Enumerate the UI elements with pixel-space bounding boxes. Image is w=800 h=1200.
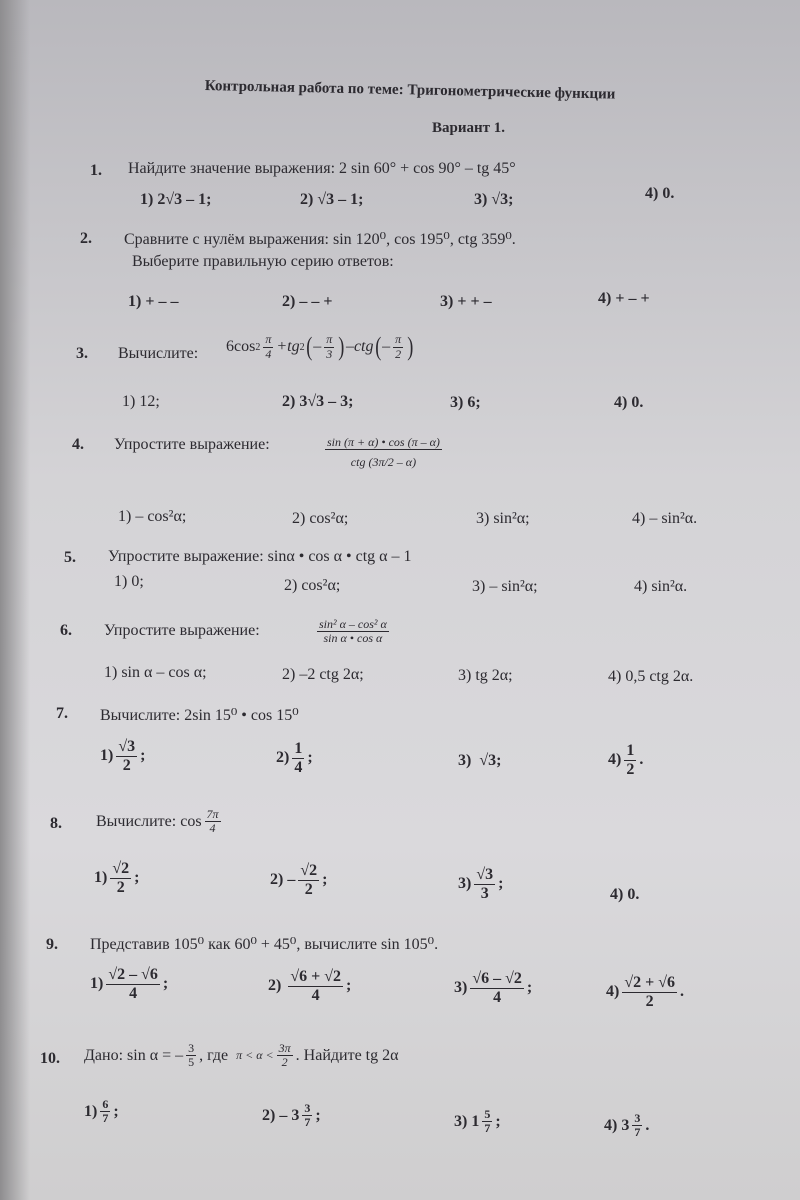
task-prompt: Упростите выражение: <box>104 622 260 639</box>
variant-heading: Вариант 1. <box>432 120 506 136</box>
task-number: 6. <box>60 622 72 639</box>
answer-option: 2) –2 ctg 2α; <box>282 666 364 683</box>
answer-option: 4) 0. <box>610 886 640 903</box>
fraction-denominator: sin α • cos α <box>323 631 383 646</box>
answer-option: 3) sin²α; <box>476 510 530 527</box>
answer-option: 1) $\frac{6}{7}$ ; <box>84 1097 119 1126</box>
answer-option: 2) cos²α; <box>292 510 349 527</box>
task-prompt-line2: Выберите правильную серию ответов: <box>132 253 394 270</box>
answer-option: 1) 0; <box>114 573 144 590</box>
answer-option: 1) 12; <box>122 393 160 410</box>
answer-option: 3) √3; <box>474 191 514 208</box>
answer-option: 1) sin α – cos α; <box>104 664 207 681</box>
task-number: 5. <box>64 549 76 566</box>
answer-option: 4) + – + <box>598 290 650 307</box>
page-shadow <box>0 0 30 1200</box>
task-prompt: Представив 105⁰ как 60⁰ + 45⁰, вычислите sin 105⁰. <box>90 936 439 953</box>
answer-option: 1) + – – <box>128 293 179 310</box>
task-number: 4. <box>72 436 84 453</box>
task-number: 2. <box>80 230 92 247</box>
answer-option: 3) 1 $\frac{5}{7}$ ; <box>454 1107 501 1136</box>
task-prompt: Упростите выражение: <box>114 436 270 453</box>
answer-option: 3) 6; <box>450 394 481 411</box>
answer-option: 1) $\frac{√3}{2}$ ; <box>100 738 146 774</box>
answer-option: 2) √3 – 1; <box>300 191 364 208</box>
answer-option: 4) 3 $\frac{3}{7}$ . <box>604 1111 650 1140</box>
task-prompt: Вычислите: <box>118 345 199 362</box>
task-number: 1. <box>90 162 102 179</box>
task-prompt: Упростите выражение: sinα • cos α • ctg α – 1 <box>108 548 412 565</box>
answer-option: 4) 0. <box>614 394 644 411</box>
page-title: Контрольная работа по теме: Тригонометрические функции <box>204 78 616 103</box>
answer-option: 2) 3√3 – 3; <box>282 393 354 410</box>
answer-option: 3) tg 2α; <box>458 667 513 684</box>
task-prompt: Найдите значение выражения: 2 sin 60° + cos 90° – tg 45° <box>128 160 516 177</box>
answer-option: 4) 0,5 ctg 2α. <box>608 668 694 685</box>
answer-option: 3) – sin²α; <box>472 578 538 595</box>
task-prompt: Вычислите: cos $\frac{7\pi}{4}$ <box>96 807 219 836</box>
answer-option: 3) $\frac{√3}{3}$ ; <box>458 866 504 902</box>
answer-option: 2) – – + <box>282 293 333 310</box>
answer-option: 1) $\frac{√2}{2}$ ; <box>94 860 140 896</box>
fraction-numerator: sin² α – cos² α <box>319 617 387 631</box>
answer-option: 4) $\frac{√2 + √6}{2}$ . <box>606 974 685 1010</box>
task-number: 7. <box>56 705 68 722</box>
expression-fraction <box>314 618 392 645</box>
task-number: 10. <box>40 1050 60 1067</box>
answer-option: 4) – sin²α. <box>632 510 698 527</box>
answer-option: 2) – $\frac{√2}{2}$ ; <box>270 862 328 898</box>
answer-option: 4) 0. <box>645 185 675 202</box>
answer-option: 4) sin²α. <box>634 578 688 595</box>
answer-option: 3) + + – <box>440 293 492 310</box>
answer-option: 2) $\frac{√6 + √2}{4}$ ; <box>268 968 352 1004</box>
fraction-denominator: ctg (3π/2 – α) <box>350 455 417 470</box>
answer-option: 1) – cos²α; <box>118 508 187 525</box>
answer-option: 2) cos²α; <box>284 577 341 594</box>
answer-option: 1) 2√3 – 1; <box>140 191 212 208</box>
task-number: 9. <box>46 936 58 953</box>
answer-option: 3) √3; <box>458 752 502 769</box>
answer-option: 1) $\frac{√2 - √6}{4}$ ; <box>90 966 169 1002</box>
task-prompt: Вычислите: 2sin 15⁰ • cos 15⁰ <box>100 707 299 724</box>
expression: 6cos 2 $\frac{\pi}{4}$ +tg 2 ( – $\frac{\pi}{3}$ ) –ctg ( – $\frac{\pi}{2}$ ) <box>226 332 414 361</box>
fraction-numerator: sin (π + α) • cos (π – α) <box>327 435 440 449</box>
answer-option: 2) – 3 $\frac{3}{7}$ ; <box>262 1101 321 1130</box>
answer-option: 4) $\frac{1}{2}$ . <box>608 742 644 778</box>
task-number: 8. <box>50 815 62 832</box>
expression-fraction <box>322 436 445 469</box>
answer-option: 2) $\frac{1}{4}$ ; <box>276 740 313 776</box>
answer-option: 3) $\frac{√6 - √2}{4}$ ; <box>454 970 533 1006</box>
task-prompt: Дано: sin α = – $\frac{3}{5}$ , где π < α < $\frac{3\pi}{2}$ . Найдите tg 2α <box>84 1041 399 1070</box>
task-number: 3. <box>76 345 88 362</box>
task-prompt: Сравните с нулём выражения: sin 120⁰, cos 195⁰, ctg 359⁰. <box>124 231 516 248</box>
